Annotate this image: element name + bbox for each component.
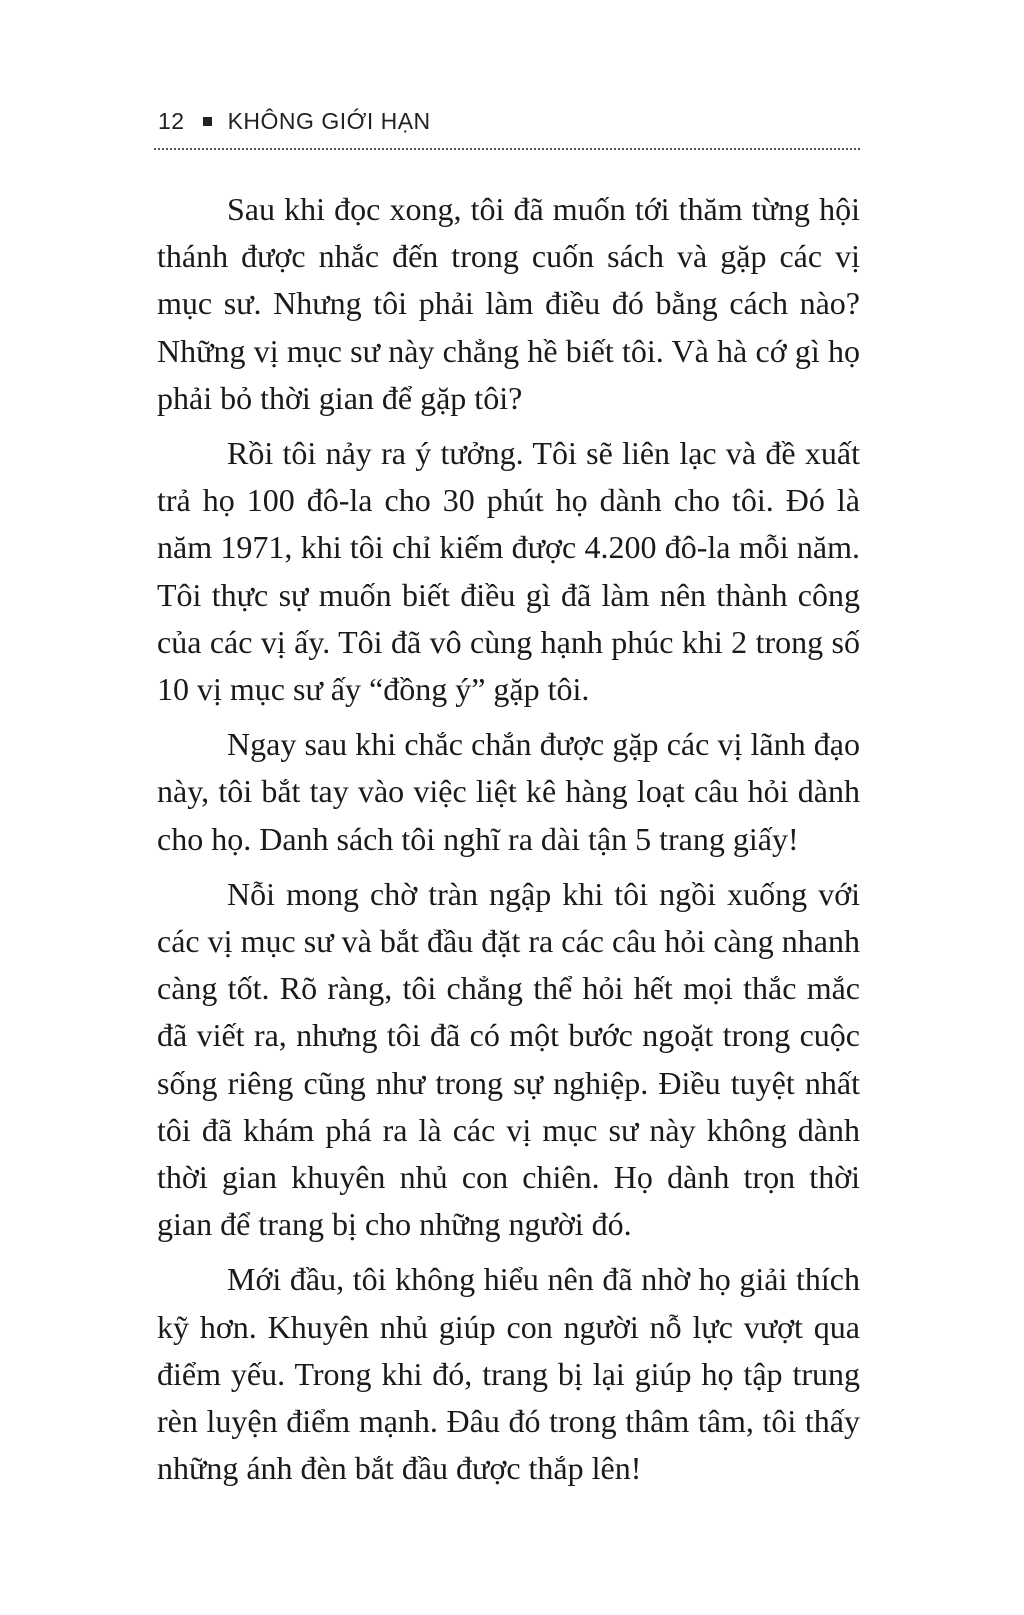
header-dotted-rule bbox=[154, 148, 860, 150]
paragraph: Nỗi mong chờ tràn ngập khi tôi ngồi xuống với các vị mục sư và bắt đầu đặt ra các câu hỏi càng nhanh càng tốt. Rõ ràng, tôi chẳng thể hỏi hết mọi thắc mắc đã viết ra, nhưng tôi đã có một bước ngoặt trong cuộc sống riêng cũng như trong sự nghiệp. Điều tuyệt nhất tôi đã khám phá ra là các vị mục sư này không dành thời gian khuyên nhủ con chiên. Họ dành trọn thời gian để trang bị cho những người đó. bbox=[157, 875, 860, 1243]
paragraph: Rồi tôi nảy ra ý tưởng. Tôi sẽ liên lạc và đề xuất trả họ 100 đô-la cho 30 phút họ dành cho tôi. Đó là năm 1971, khi tôi chỉ kiếm được 4.200 đô-la mỗi năm. Tôi thực sự muốn biết điều gì đã làm nên thành công của các vị ấy. Tôi đã vô cùng hạnh phúc khi 2 trong số 10 vị mục sư ấy “đồng ý” gặp tôi. bbox=[157, 435, 860, 708]
square-separator-icon bbox=[203, 117, 212, 126]
page-number: 12 bbox=[158, 107, 185, 134]
paragraph: Mới đầu, tôi không hiểu nên đã nhờ họ giải thích kỹ hơn. Khuyên nhủ giúp con người nỗ lực vượt qua điểm yếu. Trong khi đó, trang bị lại giúp họ tập trung rèn luyện điểm mạnh. Đâu đó trong thâm tâm, tôi thấy những ánh đèn bắt đầu được thắp lên! bbox=[157, 1261, 860, 1487]
body-text bbox=[157, 186, 860, 1500]
running-header bbox=[158, 104, 858, 138]
paragraph: Sau khi đọc xong, tôi đã muốn tới thăm từng hội thánh được nhắc đến trong cuốn sách và gặp các vị mục sư. Nhưng tôi phải làm điều đó bằng cách nào? Những vị mục sư này chẳng hề biết tôi. Và hà cớ gì họ phải bỏ thời gian để gặp tôi? bbox=[157, 191, 860, 416]
book-title: KHÔNG GIỚI HẠN bbox=[227, 107, 431, 134]
paragraph: Ngay sau khi chắc chắn được gặp các vị lãnh đạo này, tôi bắt tay vào việc liệt kê hàng loạt câu hỏi dành cho họ. Danh sách tôi nghĩ ra dài tận 5 trang giấy! bbox=[157, 726, 860, 857]
